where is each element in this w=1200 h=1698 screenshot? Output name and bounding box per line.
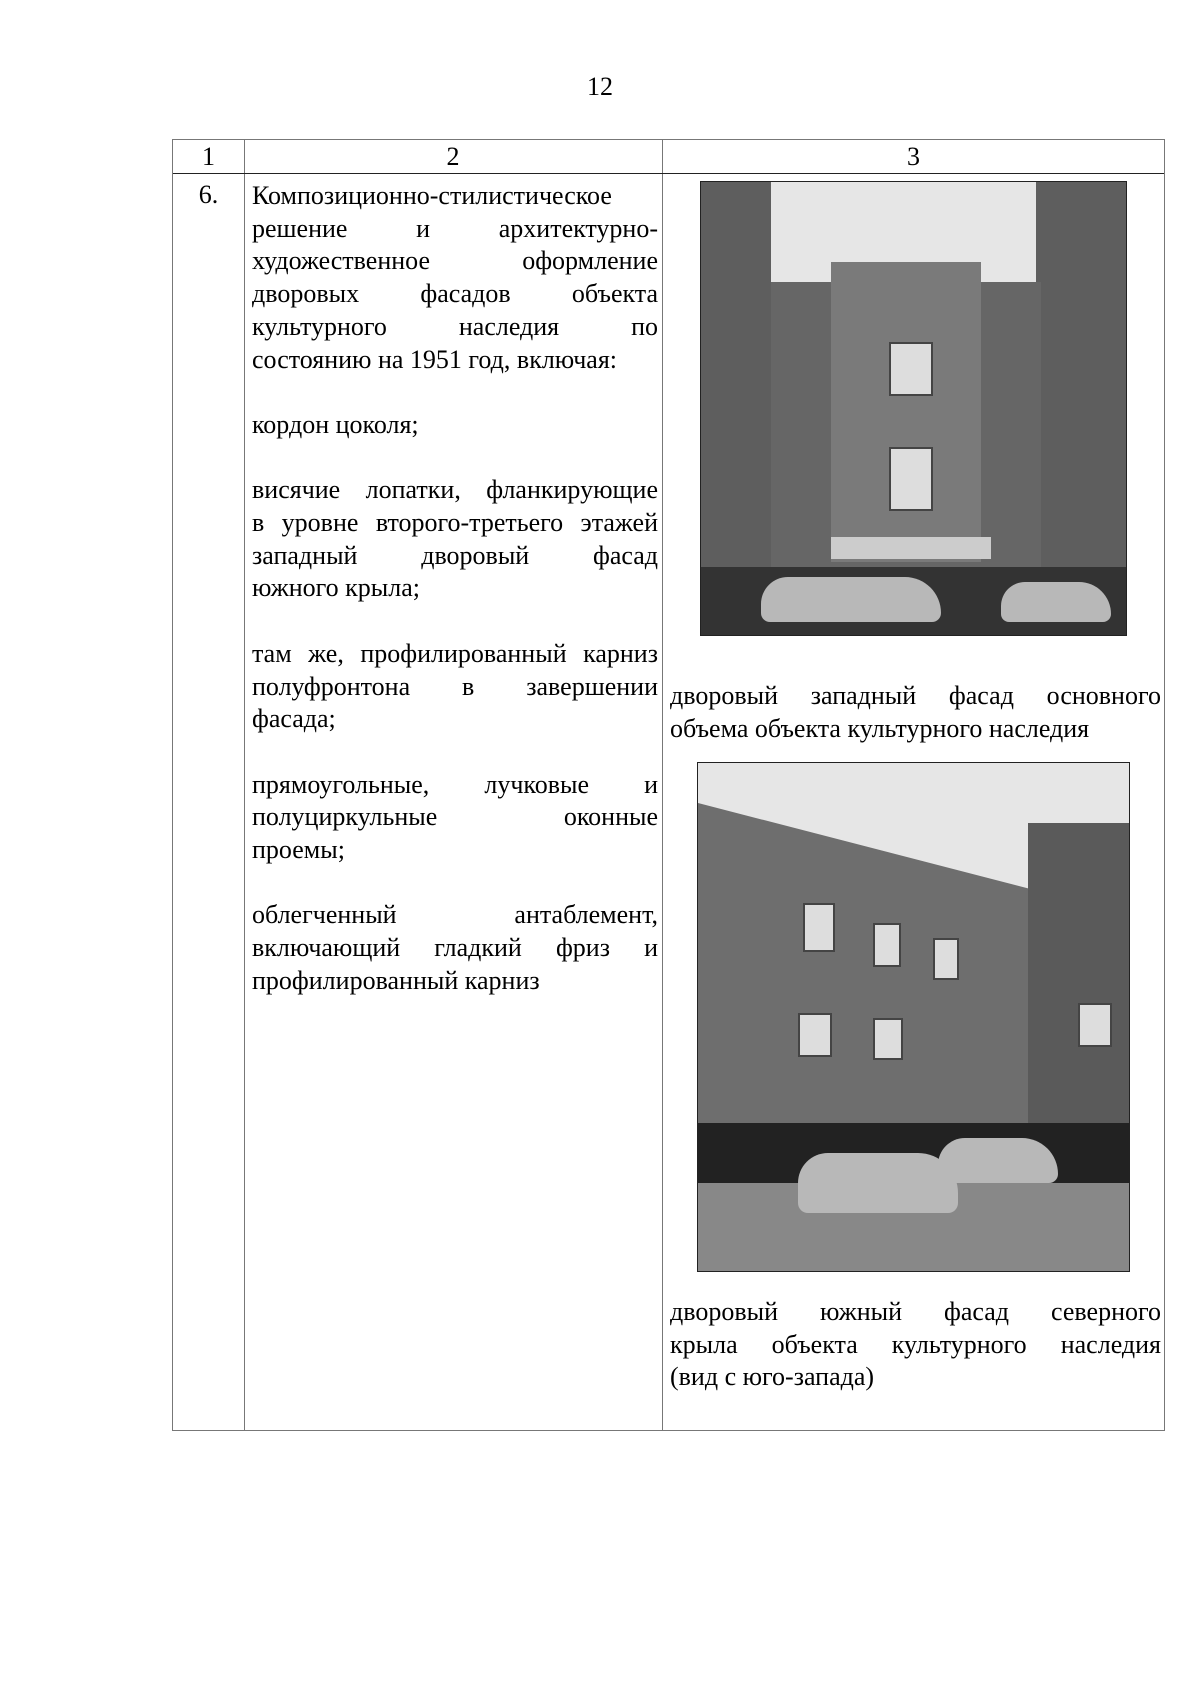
description-paragraph [252, 769, 658, 867]
photo-caption-1 [670, 680, 1161, 745]
description-line: в уровне второго-третьего этажей [252, 508, 658, 537]
description-line: облегченный антаблемент, [252, 900, 658, 930]
heritage-table [172, 139, 1165, 1431]
description-paragraph [252, 180, 658, 376]
photo-south-facade [697, 762, 1130, 1272]
description-line: Композиционно-стилистическое [252, 181, 612, 210]
column-divider [244, 140, 245, 1430]
page-number: 12 [587, 72, 613, 101]
description-line: состоянию на 1951 год, включая: [252, 344, 618, 374]
column-divider [662, 140, 663, 1430]
caption-line: дворовый южный фасад северного [670, 1297, 1161, 1326]
description-paragraph [252, 899, 658, 997]
description-line: решение и архитектурно- [252, 213, 658, 243]
description-line: полуфронтона в завершении [252, 671, 658, 701]
caption-line: объема объекта культурного наследия [670, 713, 1090, 743]
description-line: полуциркульные оконные [252, 802, 658, 832]
caption-line: крыла объекта культурного наследия [670, 1329, 1161, 1359]
description-paragraph [252, 638, 658, 736]
caption-line: (вид с юго-запада) [670, 1362, 875, 1392]
caption-line: дворовый западный фасад основного [670, 681, 1161, 710]
description-line: там же, профилированный карниз [252, 638, 658, 668]
description-line: южного крыла; [252, 573, 421, 603]
header-col-2: 2 [446, 142, 460, 171]
description-line: западный дворовый фасад [252, 540, 658, 570]
description-paragraph [252, 409, 658, 442]
description-line: фасада; [252, 704, 336, 734]
photo-caption-2 [670, 1296, 1161, 1394]
description-line: проемы; [252, 835, 345, 864]
photo-west-facade [700, 181, 1127, 636]
description-line: профилированный карниз [252, 965, 540, 995]
header-col-3: 3 [907, 142, 920, 171]
description-paragraph [252, 474, 658, 605]
description-cell [252, 180, 658, 1030]
description-line: висячие лопатки, фланкирующие [252, 475, 658, 505]
description-line: дворовых фасадов объекта [252, 279, 658, 309]
header-divider [173, 173, 1164, 174]
description-line: художественное оформление [252, 246, 658, 276]
description-line: включающий гладкий фриз и [252, 933, 658, 963]
description-line: кордон цоколя; [252, 409, 419, 439]
description-line: культурного наследия по [252, 311, 658, 341]
header-col-1: 1 [202, 142, 215, 171]
row-number: 6. [198, 180, 219, 209]
description-line: прямоугольные, лучковые и [252, 769, 658, 799]
